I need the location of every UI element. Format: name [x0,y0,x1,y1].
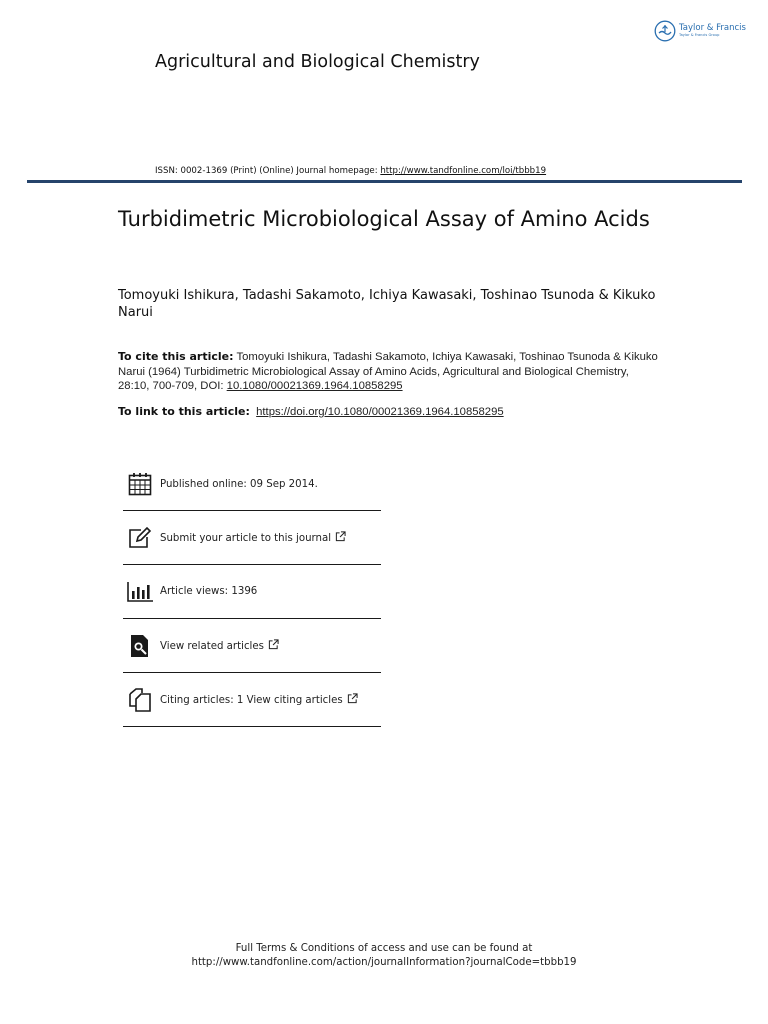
calendar-icon [126,470,154,498]
header-divider [27,180,742,183]
citation-doi-link[interactable]: 10.1080/00021369.1964.10858295 [226,380,403,392]
related-articles-link[interactable]: View related articles [160,641,264,652]
article-title: Turbidimetric Microbiological Assay of Amino Acids [118,207,650,231]
publisher-logo[interactable] [654,20,746,42]
related-articles-row[interactable] [123,619,381,673]
published-date: Published online: 09 Sep 2014. [160,478,318,490]
published-row [123,458,381,511]
search-document-icon [126,632,154,660]
article-info-list [123,458,381,727]
external-link-icon [347,693,358,704]
article-views-count: Article views: 1396 [160,586,258,597]
external-link-icon [268,639,279,650]
article-views-row [123,565,381,619]
footer-terms-url[interactable]: http://www.tandfonline.com/action/journalInformation?journalCode=tbbb19 [191,957,577,968]
journal-homepage-link[interactable]: http://www.tandfonline.com/loi/tbbb19 [380,166,547,176]
bar-chart-icon [126,578,154,606]
edit-icon [126,524,154,552]
citing-articles-row[interactable] [123,673,381,727]
citing-documents-icon [126,686,154,714]
issn-line [155,166,546,176]
issn-text: ISSN: 0002-1369 (Print) (Online) Journal homepage: [155,166,381,176]
citing-articles-link[interactable]: Citing articles: 1 View citing articles [160,695,343,706]
submit-article-row[interactable] [123,511,381,565]
footer [0,942,768,970]
taylor-francis-logo-icon [654,20,676,42]
article-link-line [118,405,678,418]
citation-label: To cite this article: [118,350,234,363]
article-doi-url[interactable]: https://doi.org/10.1080/00021369.1964.10858295 [256,406,504,418]
article-authors: Tomoyuki Ishikura, Tadashi Sakamoto, Ichiya Kawasaki, Toshinao Tsunoda & Kikuko Narui [118,288,656,320]
submit-article-link[interactable]: Submit your article to this journal [160,533,332,544]
citation-block [118,350,663,394]
article-link-label: To link to this article: [118,405,250,418]
citation-text: Tomoyuki Ishikura, Tadashi Sakamoto, Ichiya Kawasaki, Toshinao Tsunoda & Kikuko Narui (1964) Turbidimetric Microbiological Assay of Amino Acids, Agricultural and Biological Chemistry, 28:10, 700-709, DOI: [118,351,658,392]
footer-terms-text: Full Terms & Conditions of access and use can be found at [235,943,533,954]
publisher-group: Taylor & Francis Group [679,32,720,37]
external-link-icon [335,531,346,542]
journal-title: Agricultural and Biological Chemistry [155,52,480,72]
publisher-name: Taylor & Francis [679,23,746,34]
